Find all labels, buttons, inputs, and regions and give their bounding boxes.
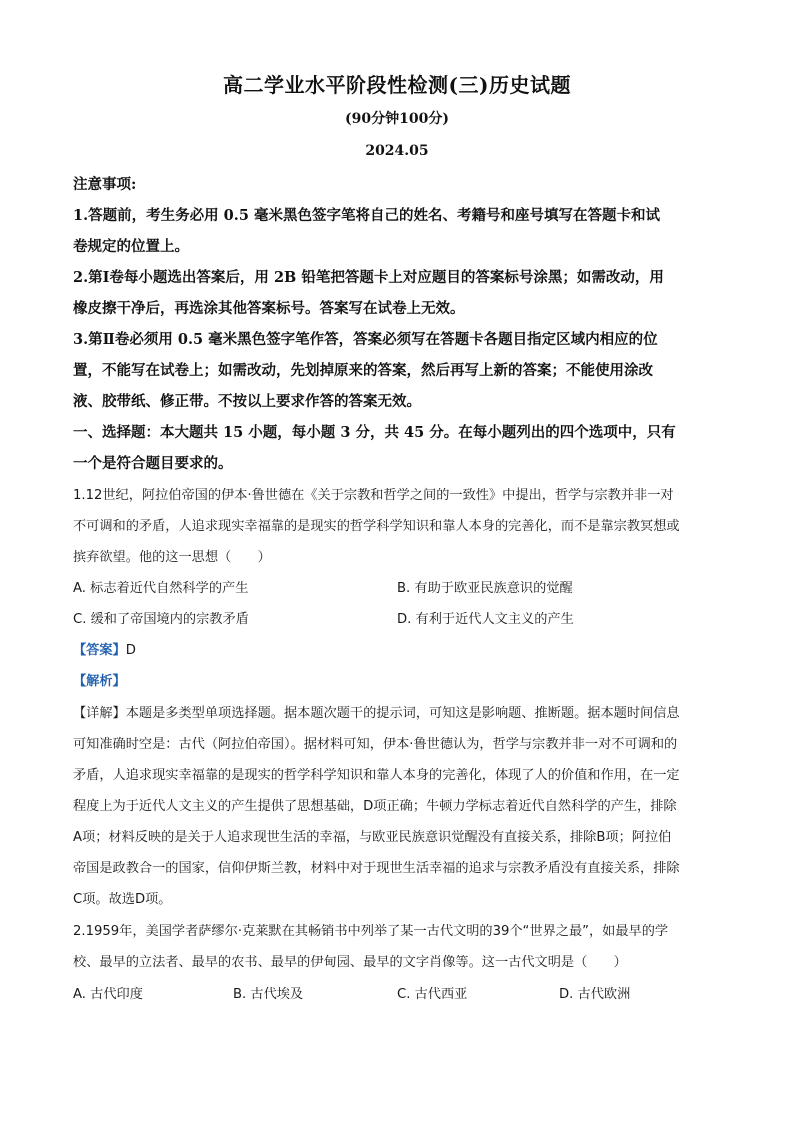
exam-date: 2024.05	[365, 143, 429, 159]
notice-heading: 注意事项:	[73, 176, 137, 193]
question-1-option-b: B. 有助于欧亚民族意识的觉醒	[397, 581, 573, 596]
question-1-detail-line: A项；材料反映的是关于人追求现世生活的幸福，与欧亚民族意识觉醒没有直接关系，排除B项；阿拉伯	[73, 830, 672, 845]
question-2-option-b: B. 古代埃及	[233, 987, 304, 1002]
question-2-option-d: D. 古代欧洲	[559, 987, 631, 1002]
question-1-detail-line: 程度上为于近代人文主义的产生提供了思想基础，D项正确；牛顿力学标志着近代自然科学的产生，排除	[73, 799, 677, 814]
question-1-option-d: D. 有利于近代人文主义的产生	[397, 612, 574, 627]
notice-line: 橡皮擦干净后，再选涂其他答案标号。答案写在试卷上无效。	[73, 300, 465, 317]
answer-tag: 【答案】	[73, 643, 126, 658]
question-2-option-a: A. 古代印度	[73, 987, 143, 1002]
question-1-stem: 不可调和的矛盾，人追求现实幸福靠的是现实的哲学科学知识和靠人本身的完善化，而不是靠宗教冥想或	[73, 519, 680, 534]
page-title: 高二学业水平阶段性检测(三)历史试题	[223, 73, 571, 97]
question-1-detail-line: 帝国是政教合一的国家，信仰伊斯兰教，材料中对于现世生活幸福的追求与宗教矛盾没有直接关系，排除	[73, 861, 680, 876]
question-1-detail-line: C项。故选D项。	[73, 892, 172, 907]
notice-line: 液、胶带纸、修正带。不按以上要求作答的答案无效。	[73, 393, 421, 410]
detail-text: 本题是多类型单项选择题。据本题次题干的提示词，可知这是影响题、推断题。据本题时间信息	[125, 706, 680, 721]
question-1-detail-line: 可知准确时空是：古代（阿拉伯帝国）。据材料可知，伊本·鲁世德认为，哲学与宗教并非一对不可调和的	[73, 737, 678, 752]
analysis-tag: 【解析】	[73, 674, 126, 689]
section-heading: 一、选择题：本大题共 15 小题，每小题 3 分，共 45 分。在每小题列出的四个选项中，只有	[73, 424, 676, 441]
section-heading: 一个是符合题目要求的。	[73, 455, 233, 472]
question-1-detail	[73, 702, 680, 721]
question-1-analysis	[73, 670, 126, 689]
question-1-answer	[73, 639, 136, 658]
question-1-detail-line: 矛盾，人追求现实幸福靠的是现实的哲学科学知识和靠人本身的完善化，体现了人的价值和作用，在一定	[73, 768, 680, 783]
answer-value: D	[125, 643, 136, 658]
question-2-stem: 校、最早的立法者、最早的农书、最早的伊甸园、最早的文字肖像等。这一古代文明是（ ）	[73, 955, 627, 970]
question-2-option-c: C. 古代西亚	[397, 987, 468, 1002]
detail-tag: 【详解】	[73, 706, 126, 721]
notice-line: 2.第Ⅰ卷每小题选出答案后，用 2B 铅笔把答题卡上对应题目的答案标号涂黑；如需改动，用	[73, 269, 664, 286]
question-1-option-c: C. 缓和了帝国境内的宗教矛盾	[73, 612, 249, 627]
question-1-stem: 摈弃欲望。他的这一思想（ ）	[73, 550, 271, 565]
notice-line: 置，不能写在试卷上；如需改动，先划掉原来的答案，然后再写上新的答案；不能使用涂改	[73, 362, 653, 379]
question-2-stem: 2.1959年，美国学者萨缪尔·克莱默在其畅销书中列举了某一古代文明的39个“世界之最”，如最早的学	[73, 924, 669, 939]
question-1-stem: 1.12世纪，阿拉伯帝国的伊本·鲁世德在《关于宗教和哲学之间的一致性》中提出，哲学与宗教并非一对	[73, 488, 674, 503]
notice-line: 3.第Ⅱ卷必须用 0.5 毫米黑色签字笔作答，答案必须写在答题卡各题目指定区域内相应的位	[73, 331, 658, 348]
notice-line: 卷规定的位置上。	[73, 238, 189, 255]
notice-line: 1.答题前，考生务必用 0.5 毫米黑色签字笔将自己的姓名、考籍号和座号填写在答题卡和试	[73, 207, 660, 224]
exam-duration: (90分钟100分)	[345, 111, 449, 127]
question-1-option-a: A. 标志着近代自然科学的产生	[73, 581, 249, 596]
